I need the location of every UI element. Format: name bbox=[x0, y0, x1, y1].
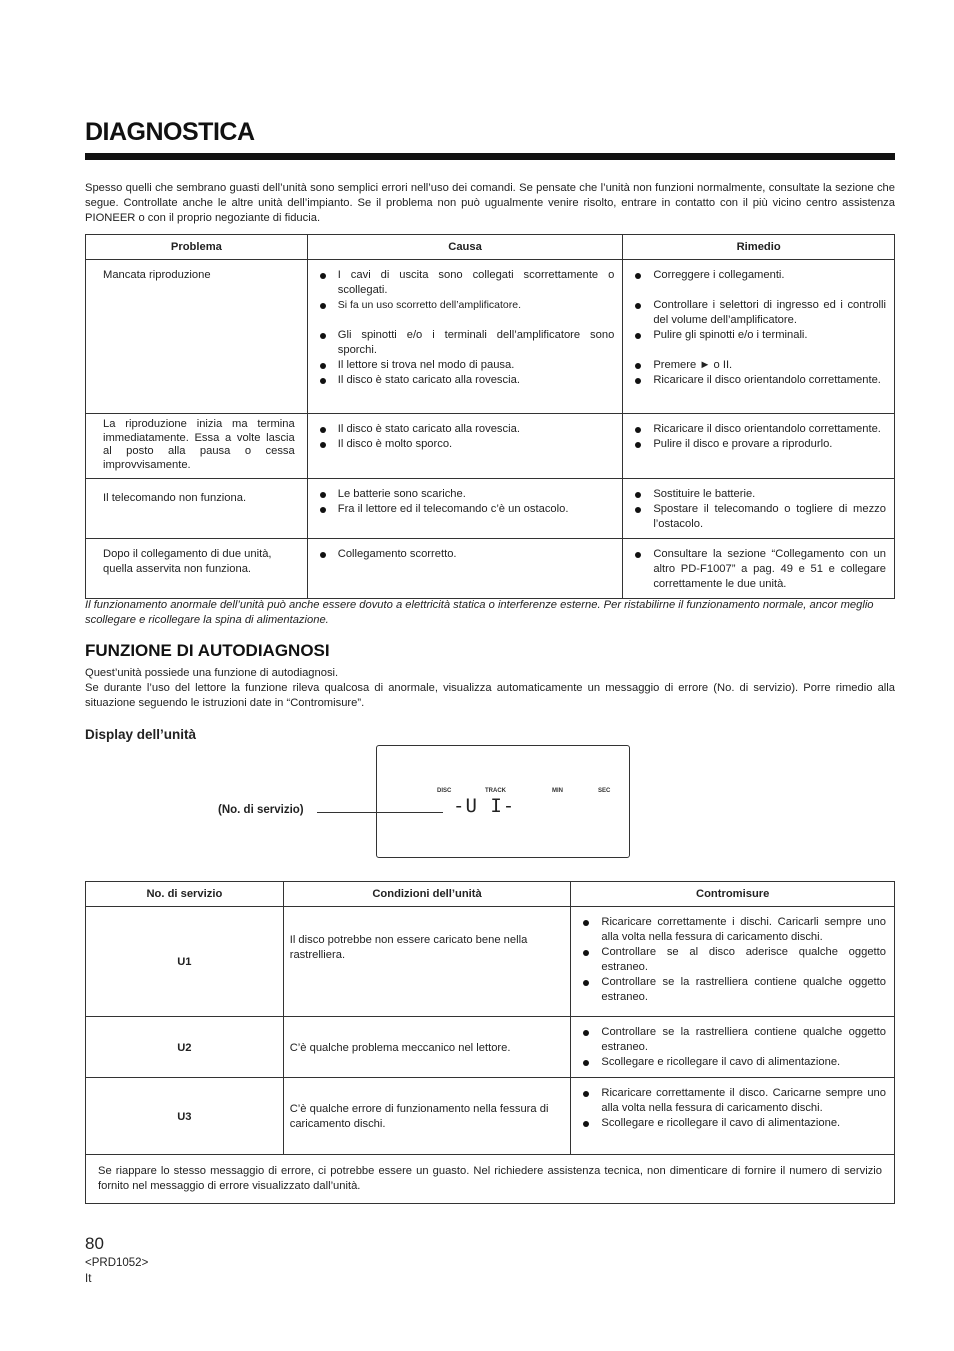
error-code-readout: -U I- bbox=[453, 795, 516, 817]
service-number-callout: (No. di servizio) bbox=[218, 804, 304, 816]
condition-cell: C’è qualche problema meccanico nel lettore. bbox=[283, 1017, 571, 1078]
list-item: I cavi di uscita sono collegati scorrettamente o scollegati. bbox=[316, 268, 615, 298]
list-item: Controllare i selettori di ingresso ed i controlli del volume dell’amplificatore. bbox=[631, 298, 886, 328]
measure-cell bbox=[571, 1017, 895, 1078]
troubleshooting-table bbox=[85, 234, 895, 599]
remedy-cell bbox=[623, 260, 895, 414]
remedy-cell bbox=[623, 414, 895, 479]
page-number: 80 bbox=[85, 1234, 104, 1253]
measure-cell bbox=[571, 1078, 895, 1155]
list-item: Controllare se al disco aderisce qualche oggetto estraneo. bbox=[579, 945, 886, 975]
list-item: Sostituire le batterie. bbox=[631, 487, 886, 502]
track-indicator: TRACK bbox=[485, 788, 506, 794]
table-header-row bbox=[86, 235, 895, 260]
sec-indicator: SEC bbox=[598, 788, 611, 794]
error-code-table bbox=[85, 881, 895, 1204]
display-heading: Display dell’unità bbox=[85, 727, 197, 742]
header-service-number: No. di servizio bbox=[86, 882, 284, 907]
table-footer-row bbox=[86, 1155, 895, 1204]
list-item: Correggere i collegamenti. bbox=[631, 268, 886, 283]
list-item: Gli spinotti e/o i terminali dell’amplificatore sono sporchi. bbox=[316, 328, 615, 358]
remedy-cell bbox=[623, 539, 895, 599]
table-row bbox=[86, 539, 895, 599]
header-conditions: Condizioni dell’unità bbox=[283, 882, 571, 907]
table-row bbox=[86, 479, 895, 539]
list-item: Il lettore si trova nel modo di pausa. bbox=[316, 358, 615, 373]
document-code-text: <PRD1052> bbox=[85, 1257, 149, 1269]
table-row bbox=[86, 1078, 895, 1155]
problem-cell: La riproduzione inizia ma termina immediatamente. Essa a volte lascia al posto alla pausa o cessa improvvisamente. bbox=[86, 414, 308, 479]
condition-cell: C’è qualche errore di funzionamento nella fessura di caricamento dischi. bbox=[283, 1078, 571, 1155]
problem-cell: Dopo il collegamento di due unità, quella asservita non funziona. bbox=[86, 539, 308, 599]
cause-cell bbox=[307, 479, 623, 539]
list-item: Il disco è stato caricato alla rovescia. bbox=[316, 422, 615, 437]
list-item: Pulire gli spinotti e/o i terminali. bbox=[631, 328, 886, 343]
remedy-cell bbox=[623, 479, 895, 539]
list-item: Ricaricare il disco orientandolo correttamente. bbox=[631, 373, 886, 388]
list-item: Premere ► o II. bbox=[631, 358, 886, 373]
title-rule bbox=[85, 153, 895, 160]
list-item: Pulire il disco e provare a riprodurlo. bbox=[631, 437, 886, 452]
list-item: Le batterie sono scariche. bbox=[316, 487, 615, 502]
cause-cell bbox=[307, 414, 623, 479]
section-intro bbox=[85, 666, 895, 711]
section-intro-line2: Se durante l’uso del lettore la funzione rileva qualcosa di anormale, visualizza automaticamente un messaggio di errore (No. di servizio). Porre rimedio alla situazione seguendo le istruzioni date in “Contromisure”. bbox=[85, 682, 895, 709]
list-item: Il disco è molto sporco. bbox=[316, 437, 615, 452]
list-item: Ricaricare correttamente i dischi. Caricarli sempre uno alla volta nella fessura di caricamento dischi. bbox=[579, 915, 886, 945]
language-code: It bbox=[85, 1273, 92, 1285]
document-code bbox=[85, 1255, 148, 1287]
list-item: Fra il lettore ed il telecomando c’è un ostacolo. bbox=[316, 502, 615, 517]
list-item: Ricaricare il disco orientandolo correttamente. bbox=[631, 422, 886, 437]
table-footer-note: Se riappare lo stesso messaggio di errore, ci potrebbe essere un guasto. Nel richiedere assistenza tecnica, non dimenticare di fornire il numero di servizio fornito nel messaggio di errore visualizzato dall’unità. bbox=[86, 1155, 895, 1204]
table-row bbox=[86, 414, 895, 479]
header-cause: Causa bbox=[307, 235, 623, 260]
list-item: Ricaricare correttamente il disco. Caricarne sempre uno alla volta nella fessura di caricamento dischi. bbox=[579, 1086, 886, 1116]
section-title: FUNZIONE DI AUTODIAGNOSI bbox=[85, 641, 330, 660]
header-countermeasures: Contromisure bbox=[571, 882, 895, 907]
intro-paragraph: Spesso quelli che sembrano guasti dell’unità sono semplici errori nell’uso dei comandi. Se pensate che l’unità non funzioni normalmente, consultate la sezione che segue. Controllate anche le altre unità dell’impianto. Se il problema non può ugualmente venire risolto, entrare in contatto con il più vicino centro assistenza PIONEER o con il proprio negoziante di fiducia. bbox=[85, 182, 895, 224]
list-item: Scollegare e ricollegare il cavo di alimentazione. bbox=[579, 1055, 886, 1070]
table-row bbox=[86, 1017, 895, 1078]
list-item: Il disco è stato caricato alla rovescia. bbox=[316, 373, 615, 388]
problem-cell: Mancata riproduzione bbox=[86, 260, 308, 414]
list-item: Controllare se la rastrelliera contiene qualche oggetto estraneo. bbox=[579, 1025, 886, 1055]
disc-indicator: DISC bbox=[437, 788, 452, 794]
table-row bbox=[86, 907, 895, 1017]
page-title: DIAGNOSTICA bbox=[85, 118, 255, 146]
list-item: Controllare se la rastrelliera contiene qualche oggetto estraneo. bbox=[579, 975, 886, 1005]
header-remedy: Rimedio bbox=[623, 235, 895, 260]
list-item: Collegamento scorretto. bbox=[316, 547, 615, 562]
list-item: Si fa un uso scorretto dell’amplificatore. bbox=[316, 298, 615, 313]
cause-cell bbox=[307, 260, 623, 414]
section-intro-line1: Quest’unità possiede una funzione di autodiagnosi. bbox=[85, 667, 339, 679]
static-note: Il funzionamento anormale dell’unità può anche essere dovuto a elettricità statica o interferenze esterne. Per ristabilirne il funzionamento normale, ancor meglio scollegare e ricollegare la spina di alimentazione. bbox=[85, 599, 874, 626]
problem-cell: Il telecomando non funziona. bbox=[86, 479, 308, 539]
cause-cell bbox=[307, 539, 623, 599]
service-code-u3: U3 bbox=[86, 1078, 284, 1155]
table-header-row bbox=[86, 882, 895, 907]
min-indicator: MIN bbox=[552, 788, 563, 794]
service-code-u1: U1 bbox=[86, 907, 284, 1017]
header-problem: Problema bbox=[86, 235, 308, 260]
unit-display-illustration bbox=[376, 745, 630, 858]
list-item: Scollegare e ricollegare il cavo di alimentazione. bbox=[579, 1116, 886, 1131]
measure-cell bbox=[571, 907, 895, 1017]
service-code-u2: U2 bbox=[86, 1017, 284, 1078]
list-item: Consultare la sezione “Collegamento con un altro PD-F1007” a pag. 49 e 51 e collegare correttamente le due unità. bbox=[631, 547, 886, 592]
list-item: Spostare il telecomando o togliere di mezzo l’ostacolo. bbox=[631, 502, 886, 532]
table-row bbox=[86, 260, 895, 414]
callout-line bbox=[317, 812, 443, 813]
condition-cell: Il disco potrebbe non essere caricato bene nella rastrelliera. bbox=[283, 907, 571, 1017]
